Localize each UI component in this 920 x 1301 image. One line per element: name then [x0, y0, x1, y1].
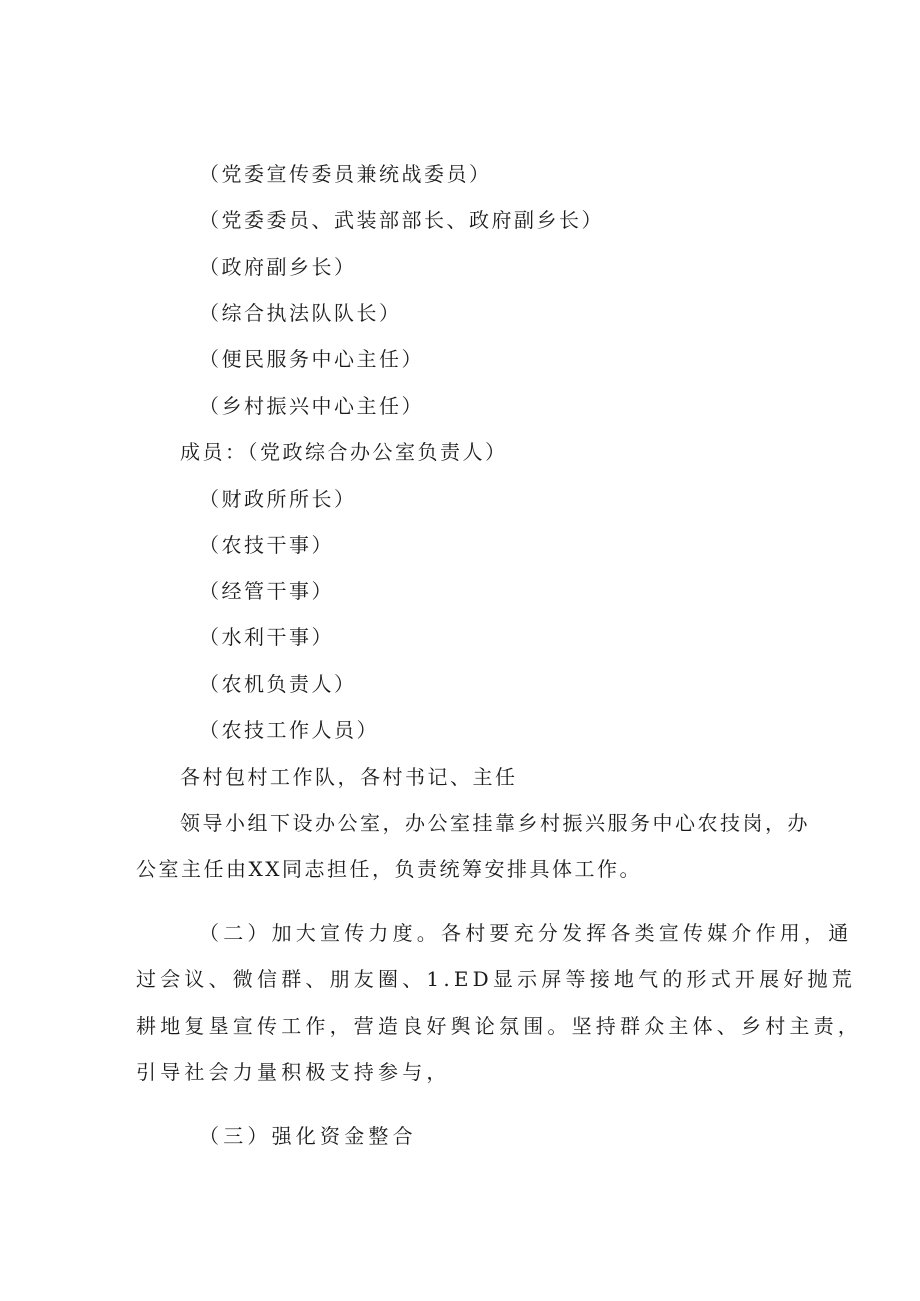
office-paragraph-line-1: 领导小组下设办公室，办公室挂靠乡村振兴服务中心农技岗，办 — [180, 811, 810, 835]
member-line-law-enforcement: （综合执法队队长） — [199, 301, 402, 325]
section-2-line-2: 过会议、微信群、朋友圈、1.ED显示屏等接地气的形式开展好抛荒 — [136, 967, 856, 991]
member-line-finance: （财政所所长） — [199, 487, 357, 511]
member-line-economic-management: （经管干事） — [199, 579, 334, 603]
village-teams-line: 各村包村工作队，各村书记、主任 — [180, 765, 518, 789]
section-2-line-1: （二）加大宣传力度。各村要充分发挥各类宣传媒介作用，通 — [199, 921, 853, 945]
member-line-agri-tech: （农技干事） — [199, 533, 334, 557]
member-line-water: （水利干事） — [199, 625, 334, 649]
section-2-line-4: 引导社会力量积极支持参与， — [136, 1060, 451, 1084]
members-heading-line: 成员：（党政综合办公室负责人） — [180, 440, 508, 464]
member-line-agri-staff: （农技工作人员） — [199, 718, 379, 742]
member-line-propaganda: （党委宣传委员兼统战委员） — [199, 162, 492, 186]
member-line-service-center: （便民服务中心主任） — [199, 347, 424, 371]
section-2-line-3: 耕地复垦宣传工作，营造良好舆论氛围。坚持群众主体、乡村主责， — [136, 1014, 862, 1038]
member-line-rural-revitalization: （乡村振兴中心主任） — [199, 394, 424, 418]
member-line-armed-forces: （党委委员、武装部部长、政府副乡长） — [199, 208, 604, 232]
member-line-agri-machinery: （农机负责人） — [199, 672, 357, 696]
member-line-deputy-head: （政府副乡长） — [199, 255, 357, 279]
office-paragraph-line-2: 公室主任由XX同志担任，负责统筹安排具体工作。 — [136, 857, 642, 881]
section-3-heading: （三）强化资金整合 — [199, 1124, 417, 1148]
